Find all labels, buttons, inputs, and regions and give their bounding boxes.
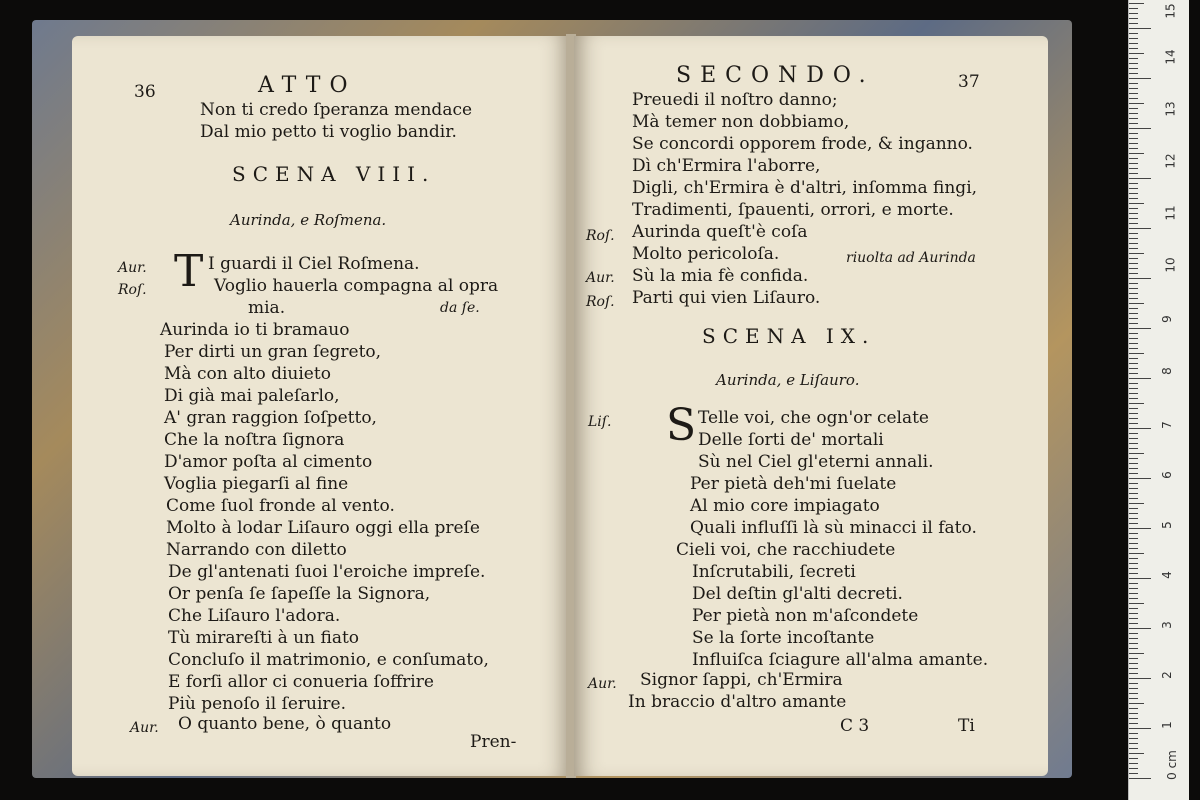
ruler-tick [1129, 3, 1144, 4]
ruler-tick [1129, 113, 1138, 114]
ruler-tick [1129, 623, 1138, 624]
ruler-tick [1129, 573, 1138, 574]
verse-line: Concluſo il matrimonio, e conſumato, [168, 650, 489, 670]
ruler-tick [1129, 148, 1138, 149]
text-line: Mà temer non dobbiamo, [632, 112, 850, 132]
speaker-label: Aur. [118, 260, 147, 276]
ruler-tick [1129, 28, 1151, 29]
ruler-tick [1129, 523, 1138, 524]
ruler-tick [1129, 23, 1138, 24]
ruler-tick [1129, 413, 1138, 414]
ruler-number: 6 [1159, 471, 1174, 479]
page-number: 37 [958, 72, 980, 92]
verse-line: Tù mirareſti à un fiato [168, 628, 360, 648]
ruler-number: 1 [1159, 721, 1174, 729]
ruler-tick [1129, 693, 1138, 694]
ruler-tick [1129, 708, 1138, 709]
verse-line: Molto à lodar Liſauro oggi ella preſe [166, 518, 480, 538]
ruler-tick [1129, 298, 1138, 299]
ruler-tick [1129, 168, 1138, 169]
ruler-number: 8 [1159, 367, 1174, 375]
verse-line: Più penoſo il ſeruire. [168, 694, 347, 714]
ruler-tick [1129, 753, 1144, 754]
ruler-tick [1129, 108, 1138, 109]
ruler-tick [1129, 488, 1138, 489]
ruler-tick [1129, 603, 1144, 604]
verse-line: E forſi allor ci conueria ſoffrire [168, 672, 434, 692]
ruler-tick [1129, 583, 1138, 584]
verse-line: Quali influſſi là sù minacci il fato. [690, 518, 977, 538]
ruler-tick [1129, 748, 1138, 749]
ruler-tick [1129, 163, 1138, 164]
ruler-tick [1129, 643, 1138, 644]
ruler-tick [1129, 333, 1138, 334]
ruler-tick [1129, 88, 1138, 89]
ruler-tick [1129, 208, 1138, 209]
ruler-number: 12 [1163, 153, 1178, 169]
text-line: I guardi il Ciel Roſmena. [208, 254, 420, 274]
ruler-tick [1129, 13, 1138, 14]
ruler-tick [1129, 283, 1138, 284]
ruler-tick [1129, 618, 1138, 619]
ruler-tick [1129, 518, 1138, 519]
verse-line: Se la ſorte incoſtante [692, 628, 875, 648]
text-line: mia. [248, 298, 286, 318]
ruler-tick [1129, 718, 1138, 719]
ruler-tick [1129, 293, 1138, 294]
ruler-tick [1129, 288, 1138, 289]
text-line: Sù la mia fè confida. [632, 266, 809, 286]
ruler-tick [1129, 153, 1144, 154]
ruler-tick [1129, 253, 1144, 254]
speaker-label: Roſ. [586, 228, 615, 244]
text-line: Preuedi il noſtro danno; [632, 90, 838, 110]
ruler-tick [1129, 268, 1138, 269]
ruler-number: 5 [1159, 521, 1174, 529]
ruler-tick [1129, 308, 1138, 309]
ruler-tick [1129, 43, 1138, 44]
ruler-tick [1129, 743, 1138, 744]
ruler-tick [1129, 508, 1138, 509]
ruler-tick [1129, 358, 1138, 359]
speaker-label: Aur. [588, 676, 617, 692]
verse-line: D'amor poſta al cimento [164, 452, 373, 472]
right-page [574, 36, 1048, 776]
drop-cap: S [666, 400, 697, 451]
verse-line: Sù nel Ciel gl'eterni annali. [698, 452, 934, 472]
verse-line: Come ſuol fronde al vento. [166, 496, 395, 516]
ruler-tick [1129, 128, 1151, 129]
ruler-tick [1129, 558, 1138, 559]
ruler-tick [1129, 653, 1144, 654]
ruler-tick [1129, 598, 1138, 599]
scene-title: SCENA IX. [702, 324, 876, 348]
verse-line: Or penſa ſe ſapeſſe la Signora, [168, 584, 431, 604]
ruler-tick [1129, 58, 1138, 59]
ruler-tick [1129, 443, 1138, 444]
ruler-tick [1129, 778, 1151, 779]
ruler-tick [1129, 63, 1138, 64]
text-line: Digli, ch'Ermira è d'altri, inſomma fingi, [632, 178, 978, 198]
verse-line: Telle voi, che ogn'or celate [698, 408, 929, 428]
ruler-tick [1129, 408, 1138, 409]
ruler-tick [1129, 278, 1151, 279]
verse-line: De gl'antenati ſuoi l'eroiche impreſe. [168, 562, 486, 582]
ruler-tick [1129, 683, 1138, 684]
ruler-tick [1129, 348, 1138, 349]
ruler-number: 7 [1159, 421, 1174, 429]
ruler-number: 13 [1163, 101, 1178, 117]
running-head: SECONDO. [676, 63, 875, 88]
ruler-tick [1129, 363, 1138, 364]
ruler-tick [1129, 233, 1138, 234]
ruler-tick [1129, 548, 1138, 549]
ruler-tick [1129, 568, 1138, 569]
ruler-tick [1129, 238, 1138, 239]
ruler-tick [1129, 498, 1138, 499]
ruler-tick [1129, 773, 1138, 774]
signature-mark: C 3 [840, 716, 870, 736]
running-head: ATTO [258, 73, 357, 98]
verse-line: Inſcrutabili, ſecreti [692, 562, 856, 582]
ruler-tick [1129, 323, 1138, 324]
text-line: Parti qui vien Liſauro. [632, 288, 821, 308]
ruler-number: 14 [1163, 49, 1178, 65]
ruler-tick [1129, 613, 1138, 614]
speaker-label: Aur. [130, 720, 159, 736]
ruler-tick [1129, 673, 1138, 674]
speaker-label: Aur. [586, 270, 615, 286]
ruler-tick [1129, 383, 1138, 384]
ruler-tick [1129, 353, 1144, 354]
text-line: In braccio d'altro amante [628, 692, 847, 712]
ruler-tick [1129, 738, 1138, 739]
ruler-tick [1129, 123, 1138, 124]
text-line: Dal mio petto ti voglio bandir. [200, 122, 457, 142]
ruler-tick [1129, 98, 1138, 99]
ruler-tick [1129, 768, 1138, 769]
ruler-number: 15 [1163, 3, 1178, 19]
ruler-tick [1129, 478, 1151, 479]
ruler-tick [1129, 403, 1144, 404]
verse-line: Del deſtin gl'alti decreti. [692, 584, 903, 604]
page-number: 36 [134, 82, 156, 102]
ruler-tick [1129, 388, 1138, 389]
ruler-tick [1129, 538, 1138, 539]
ruler-tick [1129, 428, 1151, 429]
ruler-tick [1129, 273, 1138, 274]
text-line: Voglio hauerla compagna al opra [214, 276, 499, 296]
ruler-tick [1129, 553, 1144, 554]
verse-line: Di già mai paleſarlo, [164, 386, 340, 406]
ruler-tick [1129, 18, 1138, 19]
ruler-tick [1129, 533, 1138, 534]
ruler-tick [1129, 728, 1151, 729]
verse-line: Che la noſtra ſignora [164, 430, 345, 450]
ruler-tick [1129, 133, 1138, 134]
text-line: Aurinda queſt'è coſa [632, 222, 808, 242]
ruler-tick [1129, 158, 1138, 159]
ruler-tick [1129, 103, 1144, 104]
verse-line: Mà con alto diuieto [164, 364, 331, 384]
ruler-number: 10 [1163, 257, 1178, 273]
ruler-tick [1129, 658, 1138, 659]
ruler-tick [1129, 758, 1138, 759]
text-line: Dì ch'Ermira l'aborre, [632, 156, 821, 176]
ruler-tick [1129, 183, 1138, 184]
ruler-tick [1129, 423, 1138, 424]
ruler-tick [1129, 223, 1138, 224]
ruler-number: 4 [1159, 571, 1174, 579]
ruler-tick [1129, 143, 1138, 144]
ruler-unit-label: 0 cm [1164, 750, 1179, 780]
ruler-tick [1129, 503, 1144, 504]
ruler-tick [1129, 78, 1151, 79]
verse-line: Narrando con diletto [166, 540, 347, 560]
ruler-tick [1129, 763, 1138, 764]
verse-line: A' gran raggion ſoſpetto, [164, 408, 377, 428]
ruler-tick [1129, 303, 1144, 304]
ruler-tick [1129, 608, 1138, 609]
ruler-tick [1129, 678, 1151, 679]
ruler-tick [1129, 48, 1138, 49]
ruler-tick [1129, 668, 1138, 669]
ruler-tick [1129, 8, 1138, 9]
ruler-tick [1129, 263, 1138, 264]
verse-line: Per pietà deh'mi ſuelate [690, 474, 897, 494]
ruler-tick [1129, 593, 1138, 594]
ruler-tick [1129, 368, 1138, 369]
speaker-label: Liſ. [588, 414, 612, 430]
ruler-tick [1129, 723, 1138, 724]
ruler-tick [1129, 483, 1138, 484]
left-page [72, 36, 570, 776]
ruler-tick [1129, 188, 1138, 189]
verse-line: Per pietà non m'aſcondete [692, 606, 919, 626]
ruler-tick [1129, 563, 1138, 564]
ruler-number: 3 [1159, 621, 1174, 629]
ruler-tick [1129, 198, 1138, 199]
ruler-tick [1129, 418, 1138, 419]
drop-cap: T [174, 246, 204, 297]
ruler-tick [1129, 248, 1138, 249]
ruler-tick [1129, 378, 1151, 379]
ruler-tick [1129, 448, 1138, 449]
ruler-tick [1129, 83, 1138, 84]
ruler-tick [1129, 213, 1138, 214]
ruler-tick [1129, 588, 1138, 589]
verse-line: Che Liſauro l'adora. [168, 606, 341, 626]
ruler-tick [1129, 733, 1138, 734]
ruler-tick [1129, 373, 1138, 374]
aside-direction: da ſe. [440, 300, 480, 316]
ruler-tick [1129, 458, 1138, 459]
ruler-tick [1129, 688, 1138, 689]
ruler-tick [1129, 53, 1144, 54]
ruler-tick [1129, 318, 1138, 319]
ruler-tick [1129, 633, 1138, 634]
ruler-tick [1129, 713, 1138, 714]
ruler-tick [1129, 663, 1138, 664]
ruler-tick [1129, 433, 1138, 434]
ruler-tick [1129, 218, 1138, 219]
measurement-ruler [1128, 0, 1189, 800]
ruler-tick [1129, 193, 1138, 194]
ruler-tick [1129, 393, 1138, 394]
verse-line: Voglia piegarſi al fine [164, 474, 349, 494]
text-line: Non ti credo ſperanza mendace [200, 100, 473, 120]
ruler-tick [1129, 628, 1151, 629]
ruler-tick [1129, 463, 1138, 464]
ruler-tick [1129, 578, 1151, 579]
ruler-tick [1129, 203, 1144, 204]
ruler-tick [1129, 173, 1138, 174]
ruler-tick [1129, 648, 1138, 649]
text-line: Tradimenti, ſpauenti, orrori, e morte. [632, 200, 954, 220]
ruler-number: 11 [1163, 205, 1178, 221]
ruler-tick [1129, 258, 1138, 259]
speaker-label: Roſ. [586, 294, 615, 310]
ruler-number: 2 [1159, 671, 1174, 679]
verse-line: Delle ſorti de' mortali [698, 430, 884, 450]
ruler-tick [1129, 178, 1151, 179]
ruler-tick [1129, 138, 1138, 139]
verse-line: Aurinda io ti bramauo [160, 320, 350, 340]
text-line: Molto pericoloſa. [632, 244, 780, 264]
speaker-label: Roſ. [118, 282, 147, 298]
verse-line: Per dirti un gran ſegreto, [164, 342, 382, 362]
ruler-tick [1129, 228, 1151, 229]
ruler-tick [1129, 698, 1138, 699]
ruler-tick [1129, 313, 1138, 314]
verse-line: Cieli voi, che racchiudete [676, 540, 896, 560]
ruler-tick [1129, 513, 1138, 514]
character-list: Aurinda, e Roſmena. [230, 211, 387, 229]
ruler-tick [1129, 528, 1151, 529]
ruler-tick [1129, 453, 1144, 454]
ruler-tick [1129, 243, 1138, 244]
ruler-tick [1129, 73, 1138, 74]
ruler-tick [1129, 398, 1138, 399]
ruler-tick [1129, 438, 1138, 439]
ruler-tick [1129, 638, 1138, 639]
ruler-tick [1129, 93, 1138, 94]
verse-line: Al mio core impiagato [690, 496, 880, 516]
ruler-tick [1129, 38, 1138, 39]
ruler-tick [1129, 703, 1144, 704]
catchword: Pren- [470, 732, 517, 752]
character-list: Aurinda, e Liſauro. [716, 371, 860, 389]
text-line: O quanto bene, ò quanto [178, 714, 392, 734]
verse-line: Influiſca ſciagure all'alma amante. [692, 650, 989, 670]
stage-direction: riuolta ad Aurinda [846, 250, 976, 266]
ruler-tick [1129, 493, 1138, 494]
ruler-tick [1129, 543, 1138, 544]
ruler-tick [1129, 328, 1151, 329]
ruler-tick [1129, 473, 1138, 474]
ruler-tick [1129, 33, 1138, 34]
ruler-tick [1129, 68, 1138, 69]
text-line: Se concordi opporem frode, & inganno. [632, 134, 973, 154]
ruler-number: 9 [1159, 315, 1174, 323]
ruler-tick [1129, 118, 1138, 119]
catchword: Ti [958, 716, 975, 736]
ruler-tick [1129, 338, 1138, 339]
text-line: Signor ſappi, ch'Ermira [640, 670, 843, 690]
ruler-tick [1129, 468, 1138, 469]
ruler-tick [1129, 343, 1138, 344]
scene-title: SCENA VIII. [232, 162, 436, 186]
